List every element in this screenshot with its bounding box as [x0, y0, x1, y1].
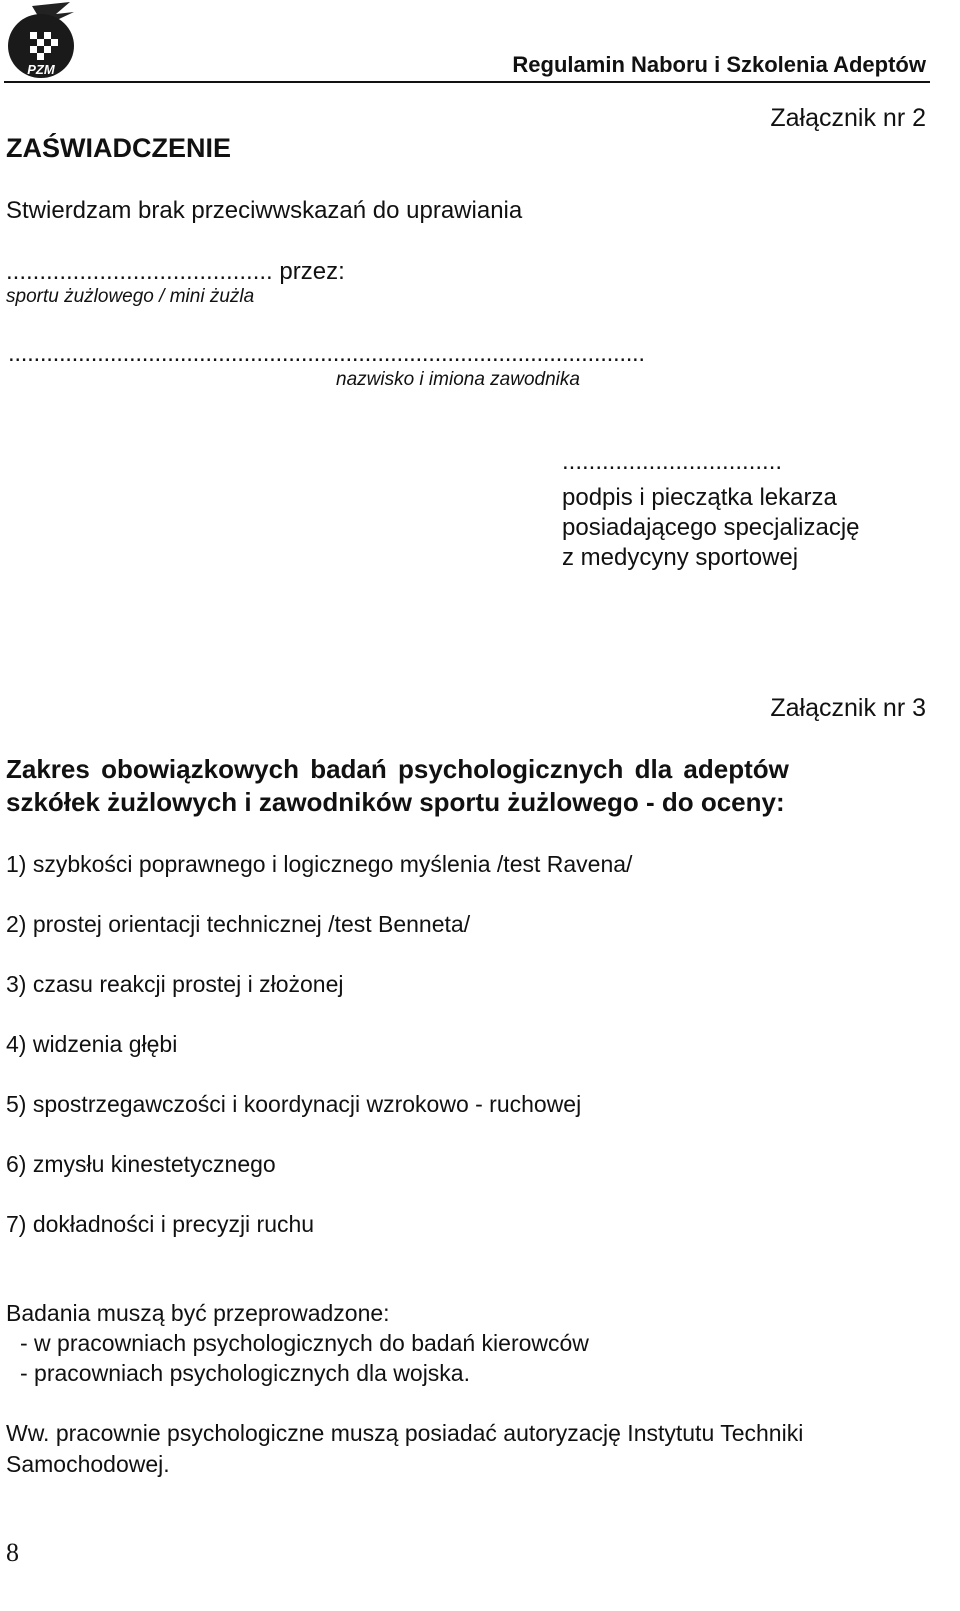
pzm-logo: [4, 0, 78, 82]
requirement-item: - pracowniach psychologicznych dla wojska.: [20, 1360, 470, 1386]
header-divider: [4, 81, 930, 83]
certificate-heading: ZAŚWIADCZENIE: [6, 133, 231, 163]
discipline-caption: sportu żużlowego / mini żużla: [6, 286, 255, 307]
test-list-item: 7) dokładności i precyzji ruchu: [6, 1211, 315, 1237]
tests-heading-line: szkółek żużlowych i zawodników sportu żużlowego - do oceny:: [6, 787, 785, 817]
test-list-item: 1) szybkości poprawnego i logicznego myślenia /test Ravena/: [6, 851, 633, 877]
certificate-statement: Stwierdzam brak przeciwwskazań do uprawiania: [6, 197, 523, 224]
requirements-intro: Badania muszą być przeprowadzone:: [6, 1300, 390, 1326]
document-header-title: Regulamin Naboru i Szkolenia Adeptów: [512, 52, 926, 77]
tests-heading-line: Zakres obowiązkowych badań psychologicznych dla adeptów: [6, 754, 789, 784]
signature-caption-line: posiadającego specjalizację: [562, 514, 860, 541]
signature-fill-line: .................................: [562, 448, 783, 475]
signature-caption-line: z medycyny sportowej: [562, 544, 799, 571]
athlete-name-fill-line: ....................................................................................................: [8, 340, 645, 367]
test-list-item: 4) widzenia głębi: [6, 1031, 178, 1057]
test-list-item: 6) zmysłu kinestetycznego: [6, 1151, 276, 1177]
athlete-name-caption: nazwisko i imiona zawodnika: [336, 369, 580, 390]
attachment-2-label: Załącznik nr 2: [770, 104, 926, 132]
page-number: 8: [6, 1538, 19, 1567]
discipline-fill-line: ........................................ przez:: [6, 258, 345, 285]
authorization-note: Samochodowej.: [6, 1451, 170, 1477]
attachment-3-label: Załącznik nr 3: [770, 694, 926, 722]
test-list-item: 3) czasu reakcji prostej i złożonej: [6, 971, 344, 997]
test-list-item: 2) prostej orientacji technicznej /test Benneta/: [6, 911, 471, 937]
test-list-item: 5) spostrzegawczości i koordynacji wzrokowo - ruchowej: [6, 1091, 582, 1117]
signature-caption-line: podpis i pieczątka lekarza: [562, 484, 837, 511]
requirement-item: - w pracowniach psychologicznych do badań kierowców: [20, 1330, 589, 1356]
svg-text:PZM: PZM: [27, 62, 55, 77]
authorization-note: Ww. pracownie psychologiczne muszą posiadać autoryzację Instytutu Techniki: [6, 1420, 804, 1446]
